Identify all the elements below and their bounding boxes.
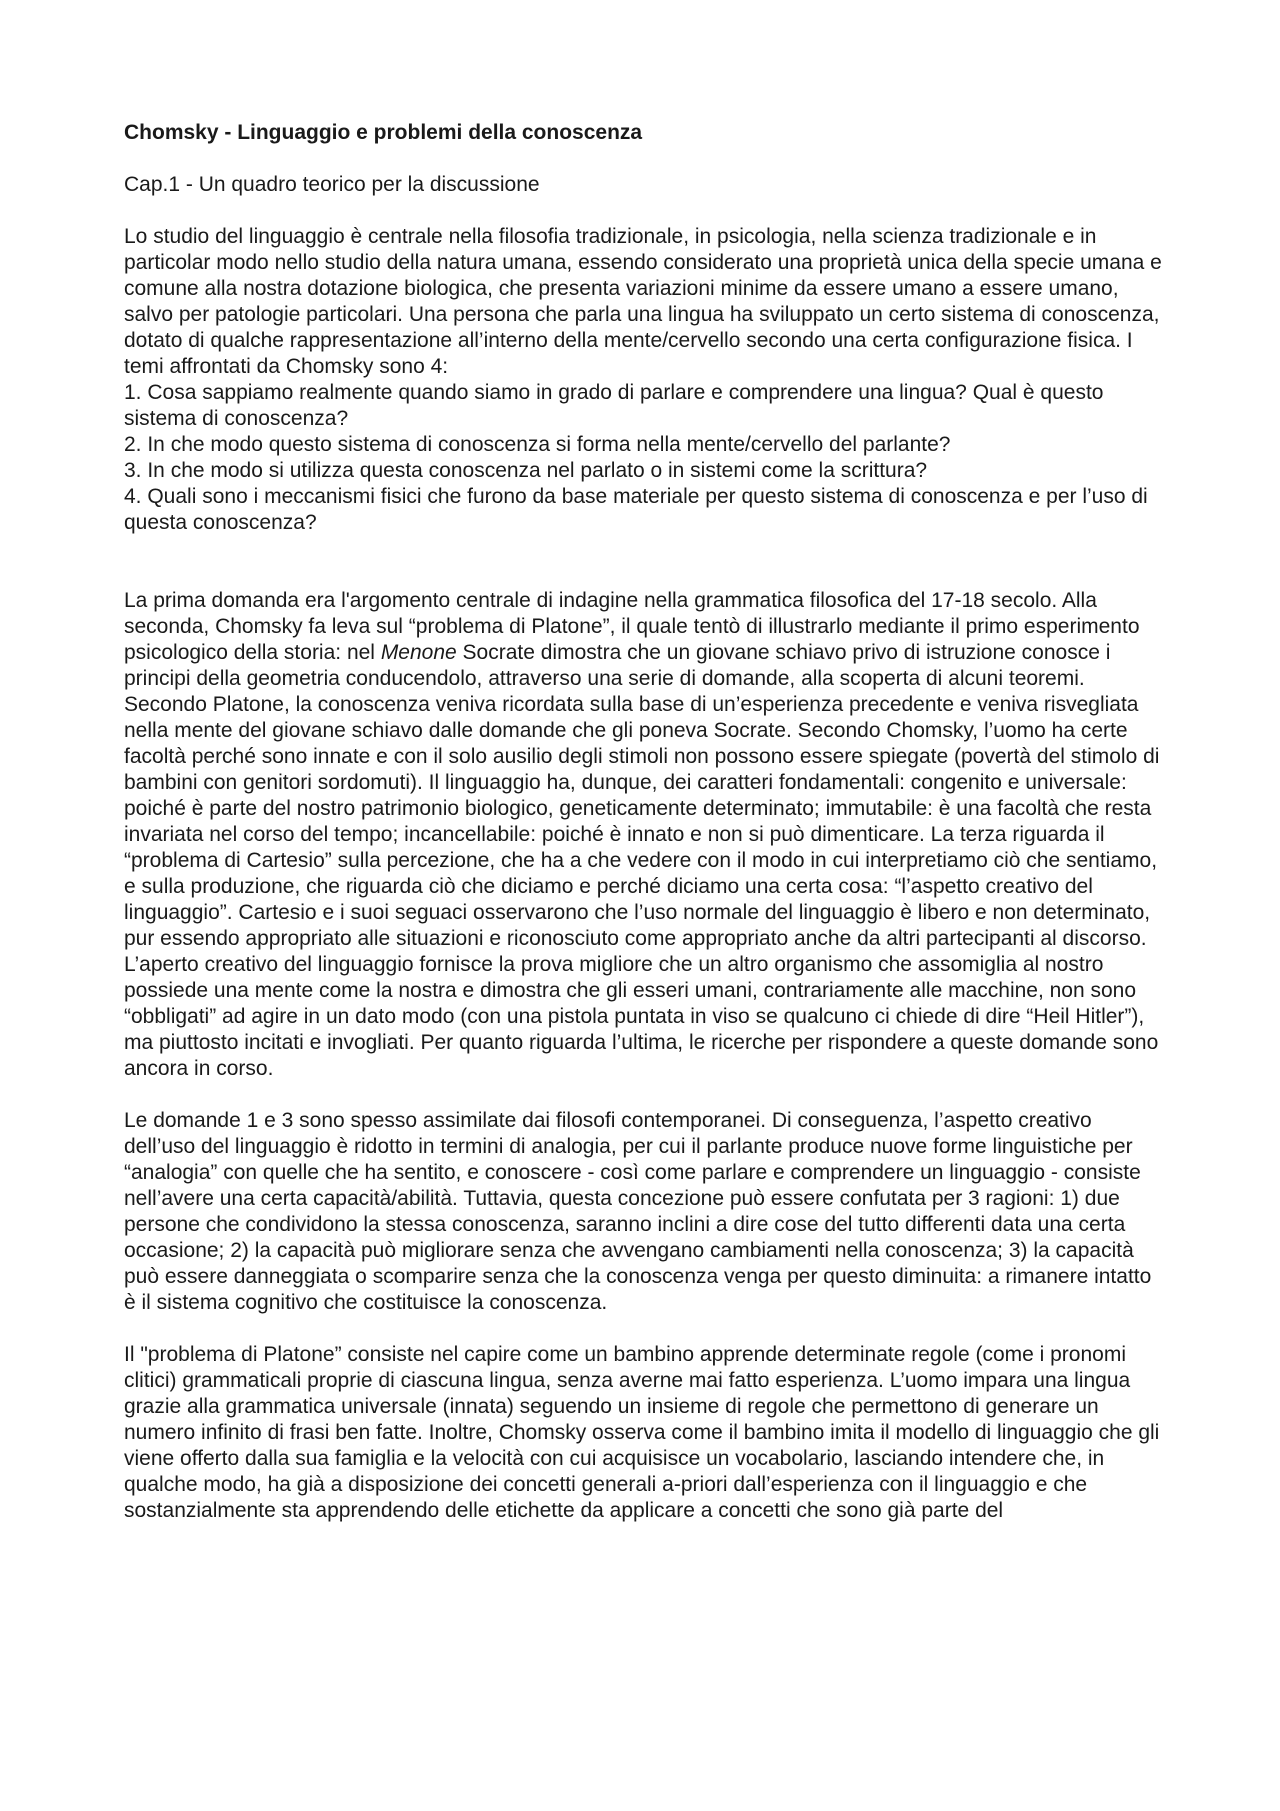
paragraph-problema-platone: Il "problema di Platone” consiste nel capire come un bambino apprende determinate regole (come i pronomi clitici) grammaticali proprie di ciascuna lingua, senza averne mai fatto esperienza. L’uomo impara una lingua grazie alla grammatica universale (innata) seguendo un insieme di regole che permettono di generare un numero infinito di frasi ben fatte. Inoltre, Chomsky osserva come il bambino imita il modello di linguaggio che gli viene offerto dalla sua famiglia e la velocità con cui acquisisce un vocabolario, lasciando intendere che, in qualche modo, ha già a disposizione dei concetti generali a-priori dall’esperienza con il linguaggio e che sostanzialmente sta apprendendo delle etichette da applicare a concetti che sono già parte del	[124, 1343, 1160, 1522]
document-page	[124, 120, 1164, 1550]
chapter-heading: Cap.1 - Un quadro teorico per la discussione	[124, 173, 540, 196]
intro-section	[124, 224, 1164, 536]
question-item-2: 2. In che modo questo sistema di conoscenza si forma nella mente/cervello del parlante?	[124, 433, 951, 456]
question-item-3: 3. In che modo si utilizza questa conoscenza nel parlato o in sistemi come la scrittura?	[124, 459, 928, 482]
paragraph-2-start: La prima domanda era l'argomento centrale di indagine nella grammatica filosofica del 17-18 secolo. Alla seconda, Chomsky fa leva sul “problema di Platone”, il quale tentò di illustrarlo mediante il primo esperimento psicologico della storia: nel	[124, 589, 1140, 664]
intro-paragraph: Lo studio del linguaggio è centrale nella filosofia tradizionale, in psicologia, nella scienza tradizionale e in particolar modo nello studio della natura umana, essendo considerato una proprietà unica della specie umana e comune alla nostra dotazione biologica, che presenta variazioni minime da essere umano a essere umano, salvo per patologie particolari. Una persona che parla una lingua ha sviluppato un certo sistema di conoscenza, dotato di qualche rappresentazione all’interno della mente/cervello secondo una certa configurazione fisica. I temi affrontati da Chomsky sono 4:	[124, 225, 1162, 378]
document-title: Chomsky - Linguaggio e problemi della conoscenza	[124, 121, 643, 144]
paragraph-domande-1-3: Le domande 1 e 3 sono spesso assimilate dai filosofi contemporanei. Di conseguenza, l’aspetto creativo dell’uso del linguaggio è ridotto in termini di analogia, per cui il parlante produce nuove forme linguistiche per “analogia” con quelle che ha sentito, e conoscere - così come parlare e comprendere un linguaggio - consiste nell’avere una certa capacità/abilità. Tuttavia, questa concezione può essere confutata per 3 ragioni: 1) due persone che condividono la stessa conoscenza, saranno inclini a dire cose del tutto differenti data una certa occasione; 2) la capacità può migliorare senza che avvengano cambiamenti nella conoscenza; 3) la capacità può essere danneggiata o scomparire senza che la conoscenza venga per questo diminuita: a rimanere intatto è il sistema cognitivo che costituisce la conoscenza.	[124, 1109, 1152, 1314]
paragraph-2-end: Socrate dimostra che un giovane schiavo privo di istruzione conosce i principi della geometria conducendolo, attraverso una serie di domande, alla scoperta di alcuni teoremi. Secondo Platone, la conoscenza veniva ricordata sulla base di un’esperienza precedente e veniva risvegliata nella mente del giovane schiavo dalle domande che gli poneva Socrate. Secondo Chomsky, l’uomo ha certe facoltà perché sono innate e con il solo ausilio degli stimoli non possono essere spiegate (povertà del stimolo di bambini con genitori sordomuti). Il linguaggio ha, dunque, dei caratteri fondamentali: congenito e universale: poiché è parte del nostro patrimonio biologico, geneticamente determinato; immutabile: è una facoltà che resta invariata nel corso del tempo; incancellabile: poiché è innato e non si può dimenticare. La terza riguarda il “problema di Cartesio” sulla percezione, che ha a che vedere con il modo in cui interpretiamo ciò che sentiamo, e sulla produzione, che riguarda ciò che diciamo e perché diciamo una certa cosa: “l’aspetto creativo del linguaggio”. Cartesio e i suoi seguaci osservarono che l’uso normale del linguaggio è libero e non determinato, pur essendo appropriato alle situazioni e riconosciuto come appropriato anche da altri partecipanti al discorso. L’aperto creativo del linguaggio fornisce la prova migliore che un altro organismo che assomiglia al nostro possiede una mente come la nostra e dimostra che gli esseri umani, contrariamente alle macchine, non sono “obbligati” ad agire in un dato modo (con una pistola puntata in viso se qualcuno ci chiede di dire “Heil Hitler”), ma piuttosto incitati e invogliati. Per quanto riguarda l’ultima, le ricerche per rispondere a queste domande sono ancora in corso.	[124, 641, 1160, 1080]
question-item-1: 1. Cosa sappiamo realmente quando siamo in grado di parlare e comprendere una lingua? Qual è questo sistema di conoscenza?	[124, 381, 1104, 430]
paragraph-platone-cartesio	[124, 588, 1164, 1082]
question-item-4: 4. Quali sono i meccanismi fisici che furono da base materiale per questo sistema di conoscenza e per l’uso di questa conoscenza?	[124, 485, 1148, 534]
menone-title: Menone	[380, 641, 457, 664]
